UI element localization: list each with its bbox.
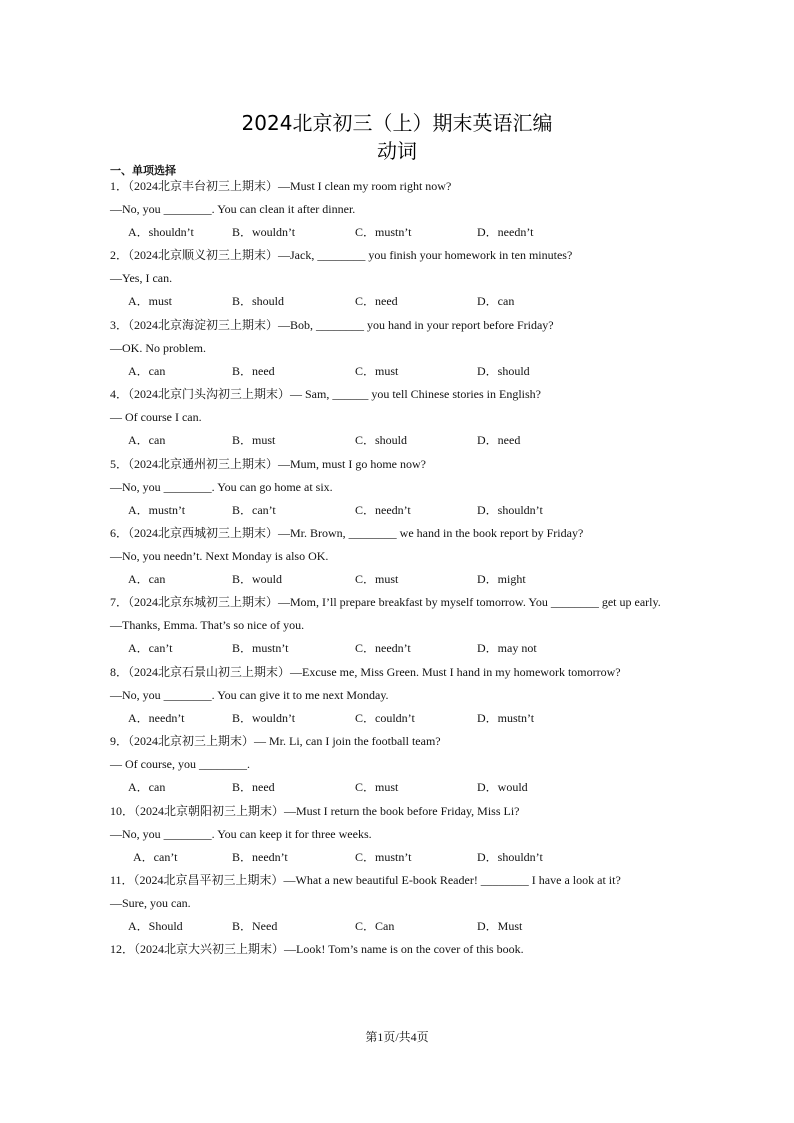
answer-option: C．must [355, 363, 399, 378]
answer-option: B．needn’t [232, 849, 288, 864]
answer-option: D．would [477, 780, 528, 795]
answer-option: A．can [128, 363, 166, 378]
answer-option: B．wouldn’t [232, 225, 296, 239]
question-stem: 8．（2024北京石景山初三上期末）—Excuse me, Miss Green. Must I hand in my homework tomorrow? [110, 664, 621, 679]
question-stem: 11．（2024北京昌平初三上期末）—What a new beautiful E-book Reader! ________ I have a look at it? [110, 873, 621, 887]
answer-option: A．must [128, 294, 173, 309]
question-reply: —No, you ________. You can keep it for three weeks. [110, 826, 372, 841]
page-subtitle: 动词 [377, 139, 417, 163]
question-reply: —No, you ________. You can go home at six. [110, 479, 333, 494]
answer-option: D．shouldn’t [477, 502, 543, 517]
answer-option: A．can’t [133, 849, 178, 864]
answer-option: C．must [355, 572, 399, 586]
question-reply: —OK. No problem. [110, 340, 206, 355]
question-stem: 12．（2024北京大兴初三上期末）—Look! Tom’s name is on the cover of this book. [110, 942, 524, 957]
answer-option: C．Can [355, 919, 395, 933]
answer-option: C．needn’t [355, 502, 411, 517]
question-stem: 7．（2024北京东城初三上期末）—Mom, I’ll prepare breakfast by myself tomorrow. You ________ get up early. [110, 595, 661, 610]
answer-option: D．should [477, 363, 530, 378]
question-reply: —Sure, you can. [110, 896, 191, 910]
question-stem: 6．（2024北京西城初三上期末）—Mr. Brown, ________ we hand in the book report by Friday? [110, 526, 584, 540]
answer-option: C．mustn’t [355, 225, 412, 239]
question-reply: —No, you ________. You can give it to me next Monday. [110, 687, 389, 702]
question-reply: —No, you needn’t. Next Monday is also OK. [110, 549, 329, 563]
answer-option: C．should [355, 433, 408, 448]
answer-option: C．need [355, 294, 398, 309]
answer-option: D．need [477, 433, 521, 448]
answer-option: B．need [232, 780, 275, 795]
question-stem: 10．（2024北京朝阳初三上期末）—Must I return the book before Friday, Miss Li? [110, 803, 520, 818]
answer-option: B．should [232, 294, 285, 309]
question-reply: — Of course I can. [110, 410, 202, 425]
question-reply: —Yes, I can. [110, 271, 173, 286]
question-stem: 1．（2024北京丰台初三上期末）—Must I clean my room right now? [110, 179, 452, 193]
question-stem: 9．（2024北京初三上期末）— Mr. Li, can I join the football team? [110, 734, 441, 749]
answer-option: A．can [128, 780, 166, 795]
question-reply: —No, you ________. You can clean it after dinner. [110, 202, 356, 216]
question-stem: 4．（2024北京门头沟初三上期末）— Sam, ______ you tell Chinese stories in English? [110, 387, 541, 402]
answer-option: C．must [355, 780, 399, 795]
answer-option: A．needn’t [128, 710, 185, 725]
answer-option: D．may not [477, 641, 537, 656]
answer-option: D．needn’t [477, 225, 534, 239]
answer-option: D．mustn’t [477, 710, 535, 725]
question-reply: — Of course, you ________. [110, 757, 250, 772]
answer-option: A．mustn’t [128, 502, 186, 517]
answer-option: D．might [477, 572, 526, 586]
answer-option: A．Should [128, 919, 183, 933]
question-stem: 3．（2024北京海淀初三上期末）—Bob, ________ you hand in your report before Friday? [110, 317, 554, 332]
answer-option: C．needn’t [355, 641, 411, 656]
answer-option: B．can’t [232, 502, 276, 517]
answer-option: B．Need [232, 919, 278, 933]
answer-option: B．need [232, 363, 275, 378]
answer-option: B．wouldn’t [232, 710, 296, 725]
question-stem: 2．（2024北京顺义初三上期末）—Jack, ________ you finish your homework in ten minutes? [110, 248, 573, 263]
answer-option: A．can [128, 433, 166, 448]
answer-option: A．can’t [128, 641, 173, 656]
answer-option: B．mustn’t [232, 641, 289, 656]
question-reply: —Thanks, Emma. That’s so nice of you. [110, 618, 305, 633]
answer-option: A．shouldn’t [128, 225, 194, 239]
answer-option: D．Must [477, 919, 523, 933]
answer-option: B．must [232, 433, 276, 448]
answer-option: C．mustn’t [355, 849, 412, 864]
answer-option: D．shouldn’t [477, 849, 543, 864]
section-heading: 一、单项选择 [110, 164, 176, 177]
answer-option: D．can [477, 294, 515, 309]
answer-option: A．can [128, 572, 166, 586]
page-footer: 第1页/共4页 [365, 1030, 429, 1044]
question-stem: 5．（2024北京通州初三上期末）—Mum, must I go home now? [110, 456, 426, 471]
answer-option: B．would [232, 572, 283, 586]
answer-option: C．couldn’t [355, 710, 415, 725]
page-title: 2024北京初三（上）期末英语汇编 [241, 111, 553, 135]
